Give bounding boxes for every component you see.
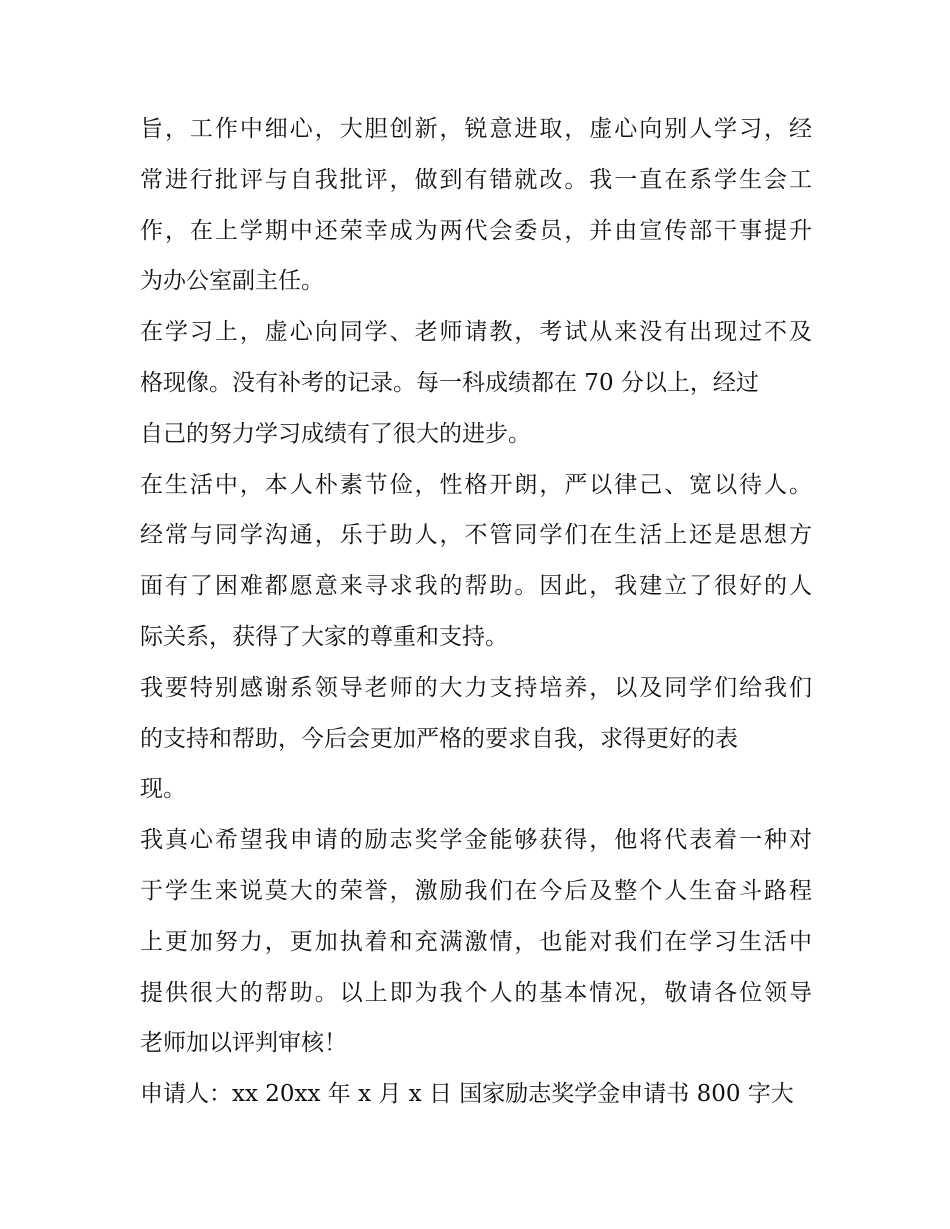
text-line: 申请人：xx 20xx 年 x 月 x 日 国家励志奖学金申请书 800 字大	[140, 1081, 794, 1108]
text-line: 的支持和帮助，今后会更加严格的要求自我，求得更好的表	[140, 725, 738, 752]
text-line: 我要特别感谢系领导老师的大力支持培养，以及同学们给我们	[140, 674, 812, 701]
text-line: 经常与同学沟通，乐于助人，不管同学们在生活上还是思想方	[140, 522, 812, 549]
text-line: 现。	[140, 776, 186, 803]
text-line: 际关系，获得了大家的尊重和支持。	[140, 623, 508, 650]
text-line: 为办公室副主任。	[140, 268, 324, 295]
text-line: 老师加以评判审核！	[140, 1030, 347, 1057]
text-line: 提供很大的帮助。以上即为我个人的基本情况，敬请各位领导	[140, 979, 812, 1006]
text-line: 上更加努力，更加执着和充满激情，也能对我们在学习生活中	[140, 928, 812, 955]
text-line: 面有了困难都愿意来寻求我的帮助。因此，我建立了很好的人	[140, 573, 812, 600]
text-line: 在学习上，虚心向同学、老师请教，考试从来没有出现过不及	[140, 319, 812, 346]
text-line: 常进行批评与自我批评，做到有错就改。我一直在系学生会工	[140, 166, 812, 193]
document-body	[140, 104, 812, 1120]
text-line: 我真心希望我申请的励志奖学金能够获得，他将代表着一种对	[140, 827, 812, 854]
text-line: 自己的努力学习成绩有了很大的进步。	[140, 420, 531, 447]
text-line: 于学生来说莫大的荣誉，激励我们在今后及整个人生奋斗路程	[140, 877, 812, 904]
text-line: 格现像。没有补考的记录。每一科成绩都在 70 分以上，经过	[140, 369, 759, 396]
text-line: 旨，工作中细心，大胆创新，锐意进取，虚心向别人学习，经	[140, 116, 812, 142]
text-line: 在生活中，本人朴素节俭，性格开朗，严以律己、宽以待人。	[140, 471, 812, 498]
text-line: 作，在上学期中还荣幸成为两代会委员，并由宣传部干事提升	[140, 217, 812, 244]
